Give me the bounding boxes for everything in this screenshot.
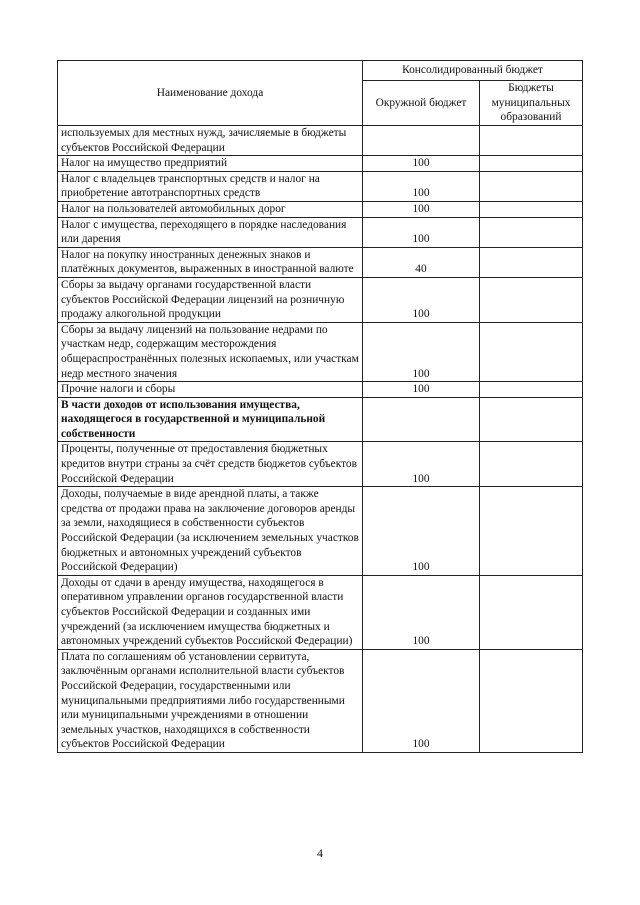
district-share-cell: 40 [363, 247, 480, 277]
district-share-cell: 100 [363, 322, 480, 381]
table-row [58, 156, 583, 172]
income-name-cell: Налог на пользователей автомобильных дорог [58, 201, 363, 217]
municipal-share-cell [480, 487, 583, 576]
district-share-cell: 100 [363, 217, 480, 247]
income-name-cell: Сборы за выдачу лицензий на пользование недрами по участкам недр, содержащим месторождения общераспространённых полезных ископаемых, или участкам недр местного значения [58, 322, 363, 381]
header-consolidated-budget: Консолидированный бюджет [363, 61, 583, 81]
income-name-cell: Налог с имущества, переходящего в порядке наследования или дарения [58, 217, 363, 247]
district-share-cell: 100 [363, 442, 480, 487]
header-income-name: Наименование дохода [58, 61, 363, 126]
table-row [58, 277, 583, 322]
district-share-cell: 100 [363, 487, 480, 576]
income-name-cell: Доходы от сдачи в аренду имущества, находящегося в оперативном управлении органов государственной власти субъектов Российской Федерации и созданных ими учреждений (за исключением имущества бюджетных и автономных учреждений субъектов Российской Федерации) [58, 575, 363, 649]
municipal-share-cell [480, 156, 583, 172]
table-row [58, 322, 583, 381]
municipal-share-cell [480, 575, 583, 649]
municipal-share-cell [480, 247, 583, 277]
income-table [57, 60, 583, 753]
district-share-cell [363, 126, 480, 156]
municipal-share-cell [480, 649, 583, 752]
table-row [58, 217, 583, 247]
municipal-share-cell [480, 217, 583, 247]
table-row [58, 649, 583, 752]
municipal-share-cell [480, 322, 583, 381]
income-name-cell: В части доходов от использования имущества, находящегося в государственной и муниципальной собственности [58, 397, 363, 442]
district-share-cell: 100 [363, 649, 480, 752]
table-row [58, 397, 583, 442]
municipal-share-cell [480, 382, 583, 398]
municipal-share-cell [480, 126, 583, 156]
table-row [58, 247, 583, 277]
table-body [58, 126, 583, 753]
table-row [58, 575, 583, 649]
income-name-cell: Прочие налоги и сборы [58, 382, 363, 398]
income-name-cell: Доходы, получаемые в виде арендной платы, а также средства от продажи права на заключение договоров аренды за земли, находящиеся в собственности субъектов Российской Федерации (за исключением земельных участков бюджетных и автономных учреждений субъектов Российской Федерации) [58, 487, 363, 576]
municipal-share-cell [480, 277, 583, 322]
district-share-cell: 100 [363, 156, 480, 172]
district-share-cell [363, 397, 480, 442]
district-share-cell: 100 [363, 575, 480, 649]
income-name-cell: Проценты, полученные от предоставления бюджетных кредитов внутри страны за счёт средств бюджетов субъектов Российской Федерации [58, 442, 363, 487]
district-share-cell: 100 [363, 171, 480, 201]
income-name-cell: используемых для местных нужд, зачисляемые в бюджеты субъектов Российской Федерации [58, 126, 363, 156]
table-row [58, 382, 583, 398]
page-number: 4 [317, 846, 323, 860]
header-district-budget: Окружной бюджет [363, 81, 480, 126]
district-share-cell: 100 [363, 382, 480, 398]
income-name-cell: Налог на покупку иностранных денежных знаков и платёжных документов, выраженных в иностранной валюте [58, 247, 363, 277]
district-share-cell: 100 [363, 277, 480, 322]
district-share-cell: 100 [363, 201, 480, 217]
municipal-share-cell [480, 201, 583, 217]
municipal-share-cell [480, 442, 583, 487]
income-name-cell: Налог с владельцев транспортных средств и налог на приобретение автотранспортных средств [58, 171, 363, 201]
municipal-share-cell [480, 171, 583, 201]
income-name-cell: Сборы за выдачу органами государственной власти субъектов Российской Федерации лицензий на розничную продажу алкогольной продукции [58, 277, 363, 322]
income-name-cell: Плата по соглашениям об установлении сервитута, заключённым органами исполнительной власти субъектов Российской Федерации, государственными или муниципальными предприятиями либо государственными или муниципальными учреждениями в отношении земельных участков, находящихся в собственности субъектов Российской Федерации [58, 649, 363, 752]
table-row [58, 442, 583, 487]
table-row [58, 201, 583, 217]
table-row [58, 171, 583, 201]
table-row [58, 487, 583, 576]
header-municipal-budgets: Бюджеты муниципальных образований [480, 81, 583, 126]
income-name-cell: Налог на имущество предприятий [58, 156, 363, 172]
municipal-share-cell [480, 397, 583, 442]
table-row [58, 126, 583, 156]
